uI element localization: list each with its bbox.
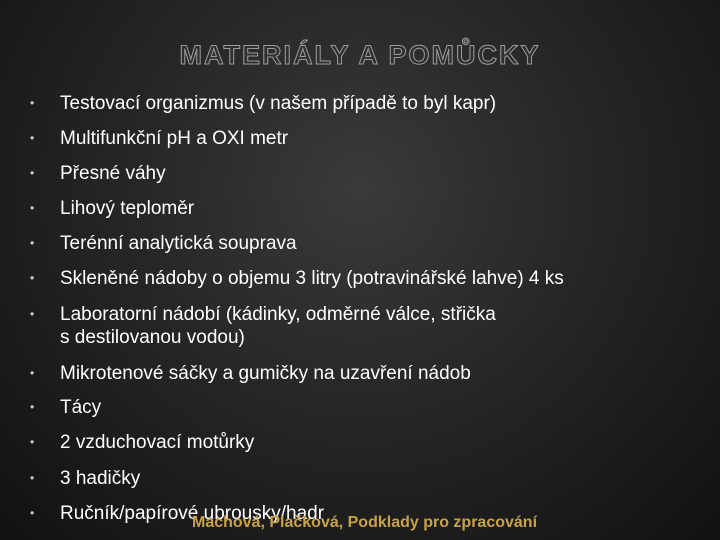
list-item-text: Mikrotenové sáčky a gumičky na uzavření nádob bbox=[60, 363, 471, 384]
bullet-dot: • bbox=[30, 435, 35, 449]
bullet-dot: • bbox=[30, 307, 35, 321]
bullet-dot: • bbox=[30, 471, 35, 485]
list-item-text: Lihový teploměr bbox=[60, 198, 195, 219]
list-item-text-line2: s destilovanou vodou) bbox=[60, 327, 245, 348]
bullet-dot: • bbox=[30, 236, 35, 250]
list-item-text: Skleněné nádoby o objemu 3 litry (potravinářské lahve) 4 ks bbox=[60, 268, 564, 289]
list-item-text-line1: Laboratorní nádobí (kádinky, odměrné válce, střička bbox=[60, 304, 496, 325]
bullet-dot: • bbox=[30, 131, 35, 145]
slide-footer: Machová, Plačková, Podklady pro zpracování bbox=[192, 514, 538, 531]
bullet-dot: • bbox=[30, 201, 35, 215]
list-item-text: Terénní analytická souprava bbox=[60, 233, 297, 254]
list-item-text bbox=[60, 303, 710, 349]
list-item-text: Přesné váhy bbox=[60, 163, 166, 184]
slide-title: MATERIÁLY A POMŮCKY bbox=[179, 40, 541, 70]
bullet-dot: • bbox=[30, 400, 35, 414]
list-item-text: Tácy bbox=[60, 397, 102, 418]
list-item-text: Testovací organizmus (v našem případě to byl kapr) bbox=[60, 93, 497, 114]
list-item-text: 2 vzduchovací motůrky bbox=[60, 432, 255, 453]
list-item-text: Ručník/papírové ubrousky/hadr bbox=[60, 503, 325, 524]
bullet-dot: • bbox=[30, 96, 35, 110]
list-item-text: Multifunkční pH a OXI metr bbox=[60, 128, 289, 149]
list-item-text: 3 hadičky bbox=[60, 468, 141, 489]
bullet-dot: • bbox=[30, 166, 35, 180]
bullet-dot: • bbox=[30, 271, 35, 285]
bullet-dot: • bbox=[30, 506, 35, 520]
bullet-dot: • bbox=[30, 366, 35, 380]
